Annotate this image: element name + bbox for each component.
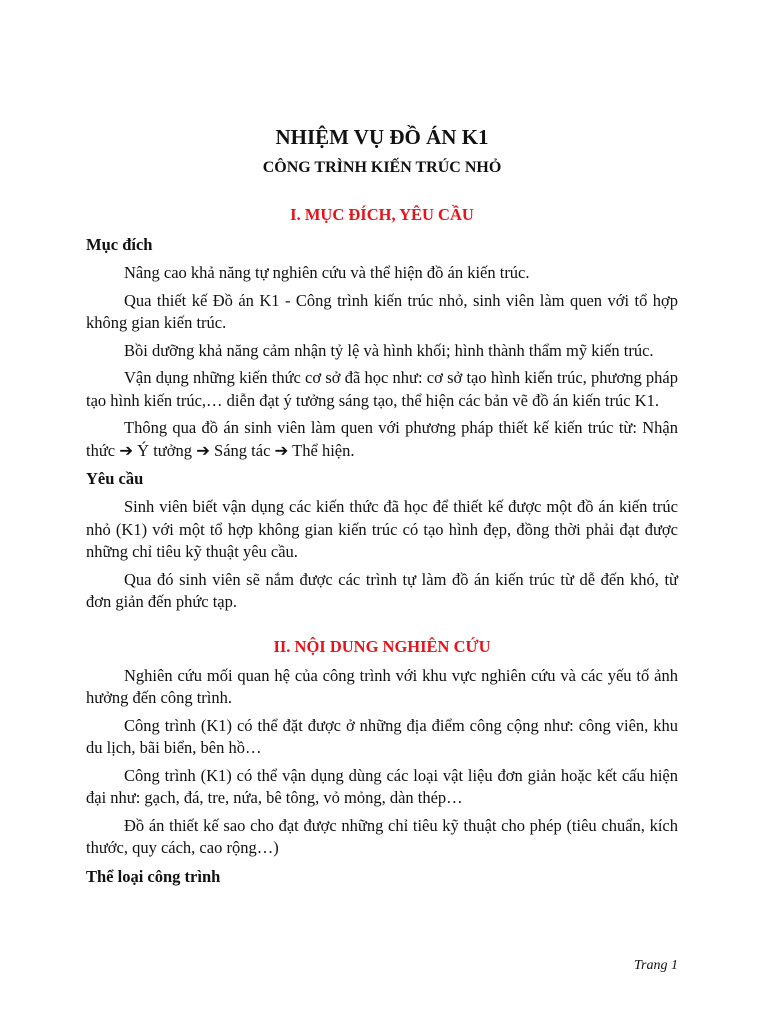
section-1-heading: I. MỤC ĐÍCH, YÊU CẦU — [290, 205, 474, 224]
purpose-heading: Mục đích — [86, 235, 153, 254]
page-content — [86, 122, 678, 894]
purpose-paragraph: Vận dụng những kiến thức cơ sở đã học như: cơ sở tạo hình kiến trúc, phương pháp tạo hình kiến trúc,… diễn đạt ý tưởng sáng tạo, thể hiện các bản vẽ đồ án kiến trúc K1. — [86, 368, 678, 410]
requirements-paragraph: Sinh viên biết vận dụng các kiến thức đã học để thiết kế được một đồ án kiến trúc nhỏ (K1) với một tổ hợp không gian kiến trúc có tạo hình đẹp, đồng thời phải đạt được những chỉ tiêu kỹ thuật yêu cầu. — [86, 497, 678, 561]
document-title: NHIỆM VỤ ĐỒ ÁN K1 — [275, 125, 489, 149]
document-subtitle: CÔNG TRÌNH KIẾN TRÚC NHỎ — [262, 159, 502, 176]
requirements-heading: Yêu cầu — [86, 469, 144, 488]
section-2-heading: II. NỘI DUNG NGHIÊN CỨU — [273, 636, 491, 656]
research-paragraph: Công trình (K1) có thể đặt được ở những địa điểm công cộng như: công viên, khu du lịch, bãi biển, bên hồ… — [86, 715, 678, 757]
purpose-paragraph: Qua thiết kế Đồ án K1 - Công trình kiến trúc nhỏ, sinh viên làm quen với tổ hợp không gian kiến trúc. — [86, 290, 678, 332]
research-paragraph: Công trình (K1) có thể vận dụng dùng các loại vật liệu đơn giản hoặc kết cấu hiện đại như: gạch, đá, tre, nứa, bê tông, vỏ mỏng, dàn thép… — [86, 765, 678, 807]
purpose-paragraph: Bồi dưỡng khả năng cảm nhận tỷ lệ và hình khối; hình thành thẩm mỹ kiến trúc. — [124, 340, 654, 360]
page-number: Trang 1 — [634, 958, 678, 973]
purpose-paragraph: Thông qua đồ án sinh viên làm quen với phương pháp thiết kế kiến trúc từ: Nhận thức ➔ Ý tưởng ➔ Sáng tác ➔ Thể hiện. — [86, 418, 678, 460]
purpose-paragraph: Nâng cao khả năng tự nghiên cứu và thể hiện đồ án kiến trúc. — [124, 263, 530, 282]
research-paragraph: Đồ án thiết kế sao cho đạt được những chỉ tiêu kỹ thuật cho phép (tiêu chuẩn, kích thước, quy cách, cao rộng…) — [86, 815, 678, 857]
requirements-paragraph: Qua đó sinh viên sẽ nắm được các trình tự làm đồ án kiến trúc từ dễ đến khó, từ đơn giản đến phức tạp. — [86, 569, 678, 611]
building-type-heading: Thể loại công trình — [86, 866, 221, 886]
research-paragraph: Nghiên cứu mối quan hệ của công trình với khu vực nghiên cứu và các yếu tố ảnh hưởng đến công trình. — [86, 665, 678, 707]
